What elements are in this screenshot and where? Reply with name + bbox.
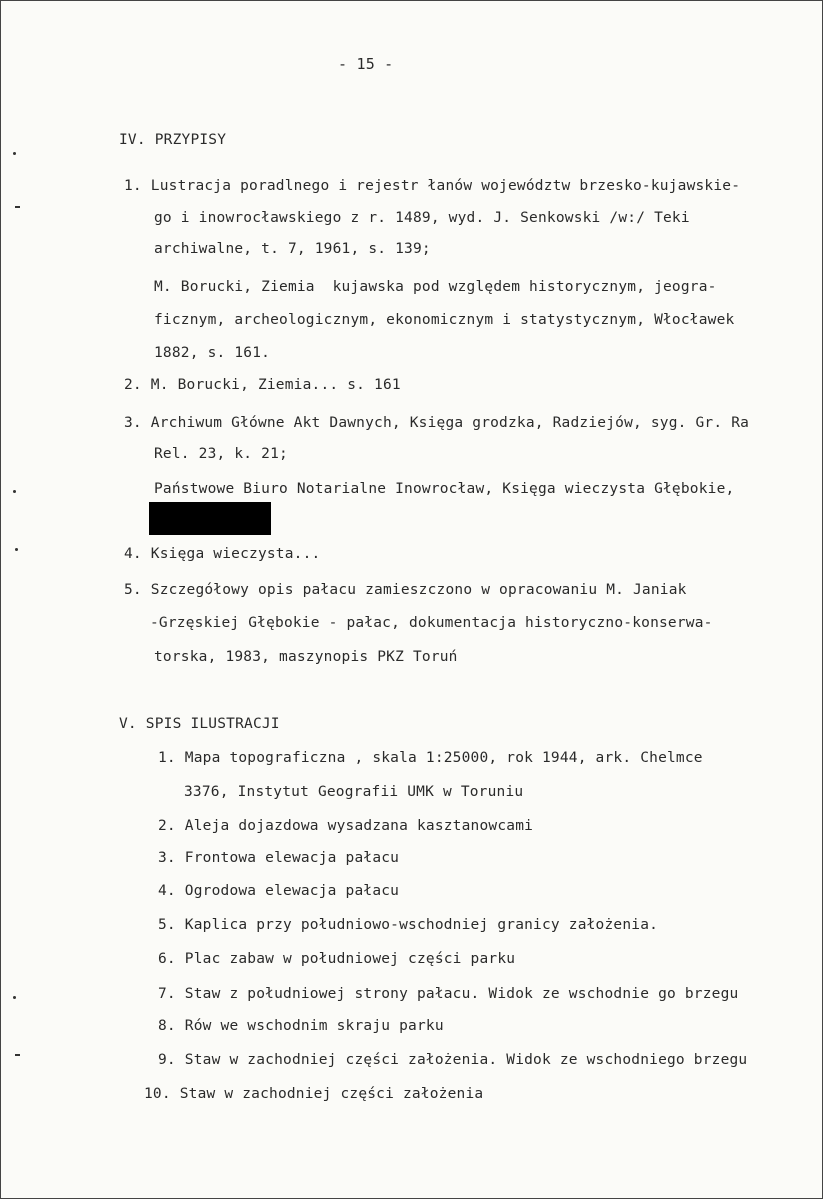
section-heading-footnotes: IV. PRZYPISY: [119, 132, 227, 148]
footnote-line: 2. M. Borucki, Ziemia... s. 161: [124, 377, 401, 393]
footnote-line: Państwowe Biuro Notarialne Inowrocław, Księga wieczysta Głębokie,: [154, 481, 735, 497]
margin-mark: [13, 490, 16, 493]
footnote-line: go i inowrocławskiego z r. 1489, wyd. J. Senkowski /w:/ Teki: [154, 210, 690, 226]
illustration-line: 3376, Instytut Geografii UMK w Toruniu: [184, 784, 524, 800]
footnote-line: 5. Szczegółowy opis pałacu zamieszczono w opracowaniu M. Janiak: [124, 582, 687, 598]
footnote-line: M. Borucki, Ziemia kujawska pod względem historycznym, jeogra-: [154, 279, 717, 295]
footnote-line: 4. Księga wieczysta...: [124, 546, 321, 562]
section-heading-illustrations: V. SPIS ILUSTRACJI: [119, 716, 280, 732]
margin-mark: [13, 996, 16, 999]
illustration-line: 6. Plac zabaw w południowej części parku: [158, 951, 516, 967]
footnote-line: 1882, s. 161.: [154, 345, 271, 361]
illustration-line: 4. Ogrodowa elewacja pałacu: [158, 883, 400, 899]
margin-mark: [15, 206, 20, 208]
illustration-line: 7. Staw z południowej strony pałacu. Widok ze wschodnie go brzegu: [158, 986, 739, 1002]
footnote-line: -Grzęskiej Głębokie - pałac, dokumentacja historyczno-konserwa-: [150, 615, 713, 631]
page-number: - 15 -: [338, 55, 394, 73]
illustration-line: 10. Staw w zachodniej części założenia: [144, 1086, 484, 1102]
illustration-line: 5. Kaplica przy południowo-wschodniej granicy założenia.: [158, 917, 659, 933]
margin-mark: [13, 152, 16, 155]
footnote-line: ficznym, archeologicznym, ekonomicznym i statystycznym, Włocławek: [154, 312, 735, 328]
margin-mark: [15, 1054, 20, 1056]
footnote-line: archiwalne, t. 7, 1961, s. 139;: [154, 241, 431, 257]
footnote-line: 1. Lustracja poradlnego i rejestr łanów województw brzesko-kujawskie-: [124, 178, 741, 194]
footnote-line: 3. Archiwum Główne Akt Dawnych, Księga grodzka, Radziejów, syg. Gr. Ra: [124, 415, 750, 431]
illustration-line: 1. Mapa topograficzna , skala 1:25000, rok 1944, ark. Chelmce: [158, 750, 703, 766]
footnote-line: Rel. 23, k. 21;: [154, 446, 288, 462]
footnote-line: torska, 1983, maszynopis PKZ Toruń: [154, 649, 458, 665]
margin-mark: [15, 548, 18, 551]
illustration-line: 2. Aleja dojazdowa wysadzana kasztanowcami: [158, 818, 534, 834]
illustration-line: 3. Frontowa elewacja pałacu: [158, 850, 400, 866]
illustration-line: 8. Rów we wschodnim skraju parku: [158, 1018, 444, 1034]
redaction-block: [149, 502, 271, 535]
illustration-line: 9. Staw w zachodniej części założenia. Widok ze wschodniego brzegu: [158, 1052, 748, 1068]
